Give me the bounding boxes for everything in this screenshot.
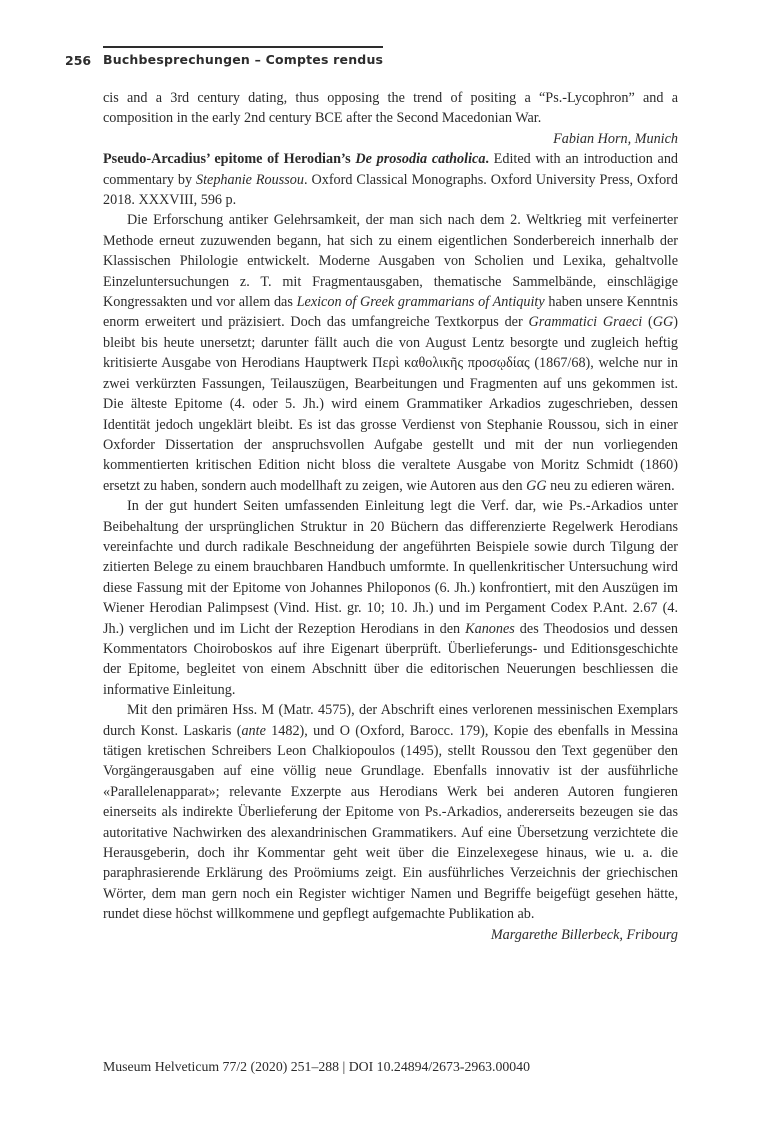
review-paragraph: In der gut hundert Seiten umfassenden Einleitung legt die Verf. dar, wie Ps.-Arkadios unter Beibehaltung der ursprünglichen Struktur in 20 Büchern das differenzierte Regelwerk Herodians vereinfachte und durch radikale Beschneidung der angeführten Beispiele sowie durch Tilgung der zitierten Belege zu einem brauchbaren Handbuch umformte. In quellenkritischer Untersuchung wird diese Fassung mit der Epitome von Johannes Philoponos (6. Jh.) konfrontiert, mit den Auszügen im Wiener Herodian Palimpsest (Vind. Hist. gr. 10; 10. Jh.) und im Pergament Codex P.Ant. 2.67 (4. Jh.) verglichen und im Licht der Rezeption Herodians in den Kanones des Theodosios und dessen Kommentators Choiroboskos auf ihre Eigenart überprüft. Überlieferungs- und Editionsgeschichte der Epitome, begleitet von einem Abschnitt über die editorischen Neuerungen beschliessen die informative Einleitung. [103, 498, 678, 698]
previous-review-closing-paragraph: cis and a 3rd century dating, thus opposing the trend of positing a “Ps.-Lycophron” and a composition in the early 2nd century BCE after the Second Macedonian War. [103, 90, 678, 127]
review-paragraph: Mit den primären Hss. M (Matr. 4575), der Abschrift eines verlorenen messinischen Exemplars durch Konst. Laskaris (ante 1482), und O (Oxford, Barocc. 179), Kopie des ebenfalls in Messina tätigen kretischen Schreibers Leon Chalkiopoulos (1495), stellt Roussou den Text gegenüber den Vorgängerausgaben auf eine völlig neue Grundlage. Ebenfalls innovativ ist der ausführliche «Parallelenapparat»; relevante Exzerpte aus Herodians Werk bei anderen Autoren fungieren einerseits als indirekte Überlieferung der Epitome von Ps.-Arkadios, andererseits bezeugen sie das autoritative Nachwirken des alexandrinischen Grammatikers. Auf eine Übersetzung verzichtete die Herausgeberin, doch ihr Kommentar geht weit über die Einzelexegese hinaus, wie u. a. die paraphrasierende Erklärung des Proömiums zeigt. Ein ausführliches Verzeichnis der griechischen Wörter, dem man gern noch ein Register wichtiger Namen und Begriffe beigefügt gesehen hätte, rundet diese höchst willkommene und gepflegt aufgemachte Publikation ab. [103, 702, 678, 923]
section-title: Buchbesprechungen – Comptes rendus [103, 46, 383, 67]
review-paragraph: Die Erforschung antiker Gelehrsamkeit, der man sich nach dem 2. Weltkrieg mit verfeinerter Methode erneut zuzuwenden begann, hat sich zu einem eigentlichen Sonderbereich innerhalb der Klassischen Philologie entwickelt. Moderne Ausgaben von Scholien und Lexika, gehaltvolle Einzeluntersuchungen z. T. mit Fragmentausgaben, thematische Sammelbände, einschlägige Kongressakten und vor allem das Lexicon of Greek grammarians of Antiquity haben unsere Kenntnis enorm erweitert und präzisiert. Doch das umfangreiche Textkorpus der Grammatici Graeci (GG) bleibt bis heute unersetzt; darunter fällt auch die von August Lentz besorgte und zugleich heftig kritisierte Ausgabe von Herodians Hauptwerk Περὶ καθολικῆς προσῳδίας (1867/68), welche nur in zwei verkürzten Fassungen, Teilauszügen, Bearbeitungen und Fragmenten auf uns gekommen ist. Die älteste Epitome (4. oder 5. Jh.) wird einem Grammatiker Arkadios zugeschrieben, dessen Identität jedoch ungeklärt bleibt. Es ist das grosse Verdienst von Stephanie Roussou, sich in einer Oxforder Dissertation der anspruchsvollen Aufgabe gestellt und mit der nun vorliegenden kommentierten kritischen Edition nicht bloss die veraltete Ausgabe von Moritz Schmidt (1860) ersetzt zu haben, sondern auch modellhaft zu zeigen, wie Autoren aus den GG neu zu edieren wären. [103, 212, 678, 494]
page-footer [103, 1058, 530, 1076]
page-content [103, 88, 678, 945]
reviewer-signature-margarethe-billerbeck: Margarethe Billerbeck, Fribourg [490, 926, 678, 943]
reviewer-signature-fabian-horn: Fabian Horn, Munich [553, 130, 678, 147]
review-body [103, 210, 678, 924]
page-number: 256 [65, 52, 92, 68]
review-heading: Pseudo-Arcadius’ epitome of Herodian’s De prosodia catholica. Edited with an introduction and commentary by Stephanie Roussou. Oxford Classical Monographs. Oxford University Press, Oxford 2018. XXXVIII, 596 p. [103, 151, 679, 209]
journal-citation: Museum Helveticum 77/2 (2020) 251–288 | DOI 10.24894/2673-2963.00040 [103, 1059, 530, 1074]
page-header [65, 46, 678, 68]
